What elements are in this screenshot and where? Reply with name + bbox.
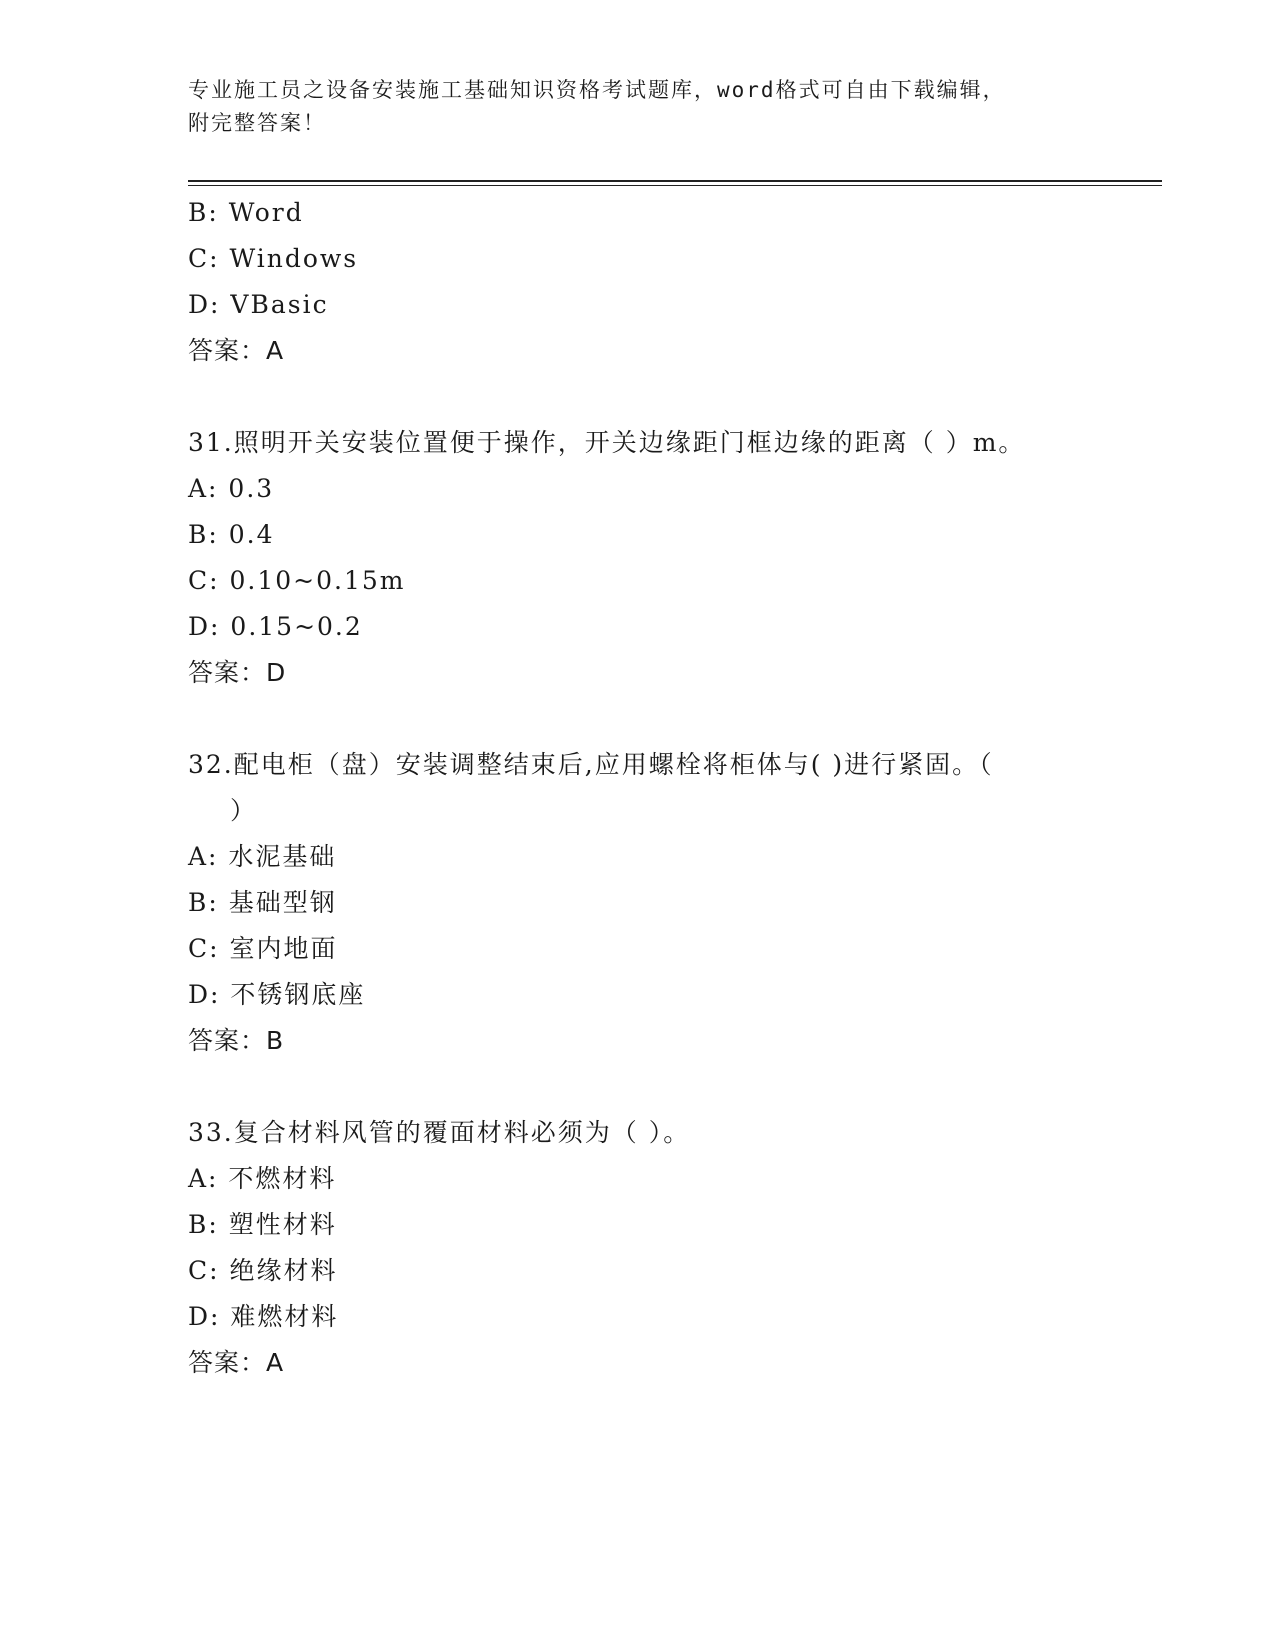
spacer	[188, 696, 1088, 742]
question-32-stem: 32.配电柜（盘）安装调整结束后,应用螺栓将柜体与( )进行紧固。（	[188, 750, 994, 779]
question-33-stem: 33.复合材料风管的覆面材料必须为（ ）。	[188, 1118, 691, 1147]
header-divider-thin	[188, 185, 1162, 186]
option-a: A: 水泥基础	[188, 842, 337, 871]
answer-line: 答案：A	[188, 336, 285, 365]
option-d: D: VBasic	[188, 290, 329, 319]
answer-line: 答案：B	[188, 1026, 285, 1055]
document-header	[188, 74, 1088, 140]
option-c: C: Windows	[188, 244, 359, 273]
option-c: C: 室内地面	[188, 934, 338, 963]
answer-line: 答案：A	[188, 1348, 285, 1377]
spacer	[188, 374, 1088, 420]
option-b: B: 基础型钢	[188, 888, 337, 917]
option-b: B: 0.4	[188, 520, 275, 549]
header-divider-thick	[188, 180, 1162, 182]
option-d: D: 0.15~0.2	[188, 612, 363, 641]
option-b: B: 塑性材料	[188, 1210, 337, 1239]
question-list	[188, 190, 1088, 1386]
option-b: B: Word	[188, 198, 304, 227]
option-d: D: 难燃材料	[188, 1302, 339, 1331]
answer-line: 答案：D	[188, 658, 287, 687]
option-a: A: 不燃材料	[188, 1164, 337, 1193]
header-line-2: 附完整答案！	[188, 111, 326, 135]
spacer	[188, 1064, 1088, 1110]
option-d: D: 不锈钢底座	[188, 980, 366, 1009]
option-c: C: 绝缘材料	[188, 1256, 338, 1285]
question-31-stem: 31.照明开关安装位置便于操作，开关边缘距门框边缘的距离（ ）m。	[188, 428, 1026, 457]
question-32-stem-continued: ）	[230, 796, 258, 825]
option-c: C: 0.10~0.15m	[188, 566, 406, 595]
header-line-1: 专业施工员之设备安装施工基础知识资格考试题库，word格式可自由下载编辑，	[188, 78, 1006, 102]
option-a: A: 0.3	[188, 474, 275, 503]
